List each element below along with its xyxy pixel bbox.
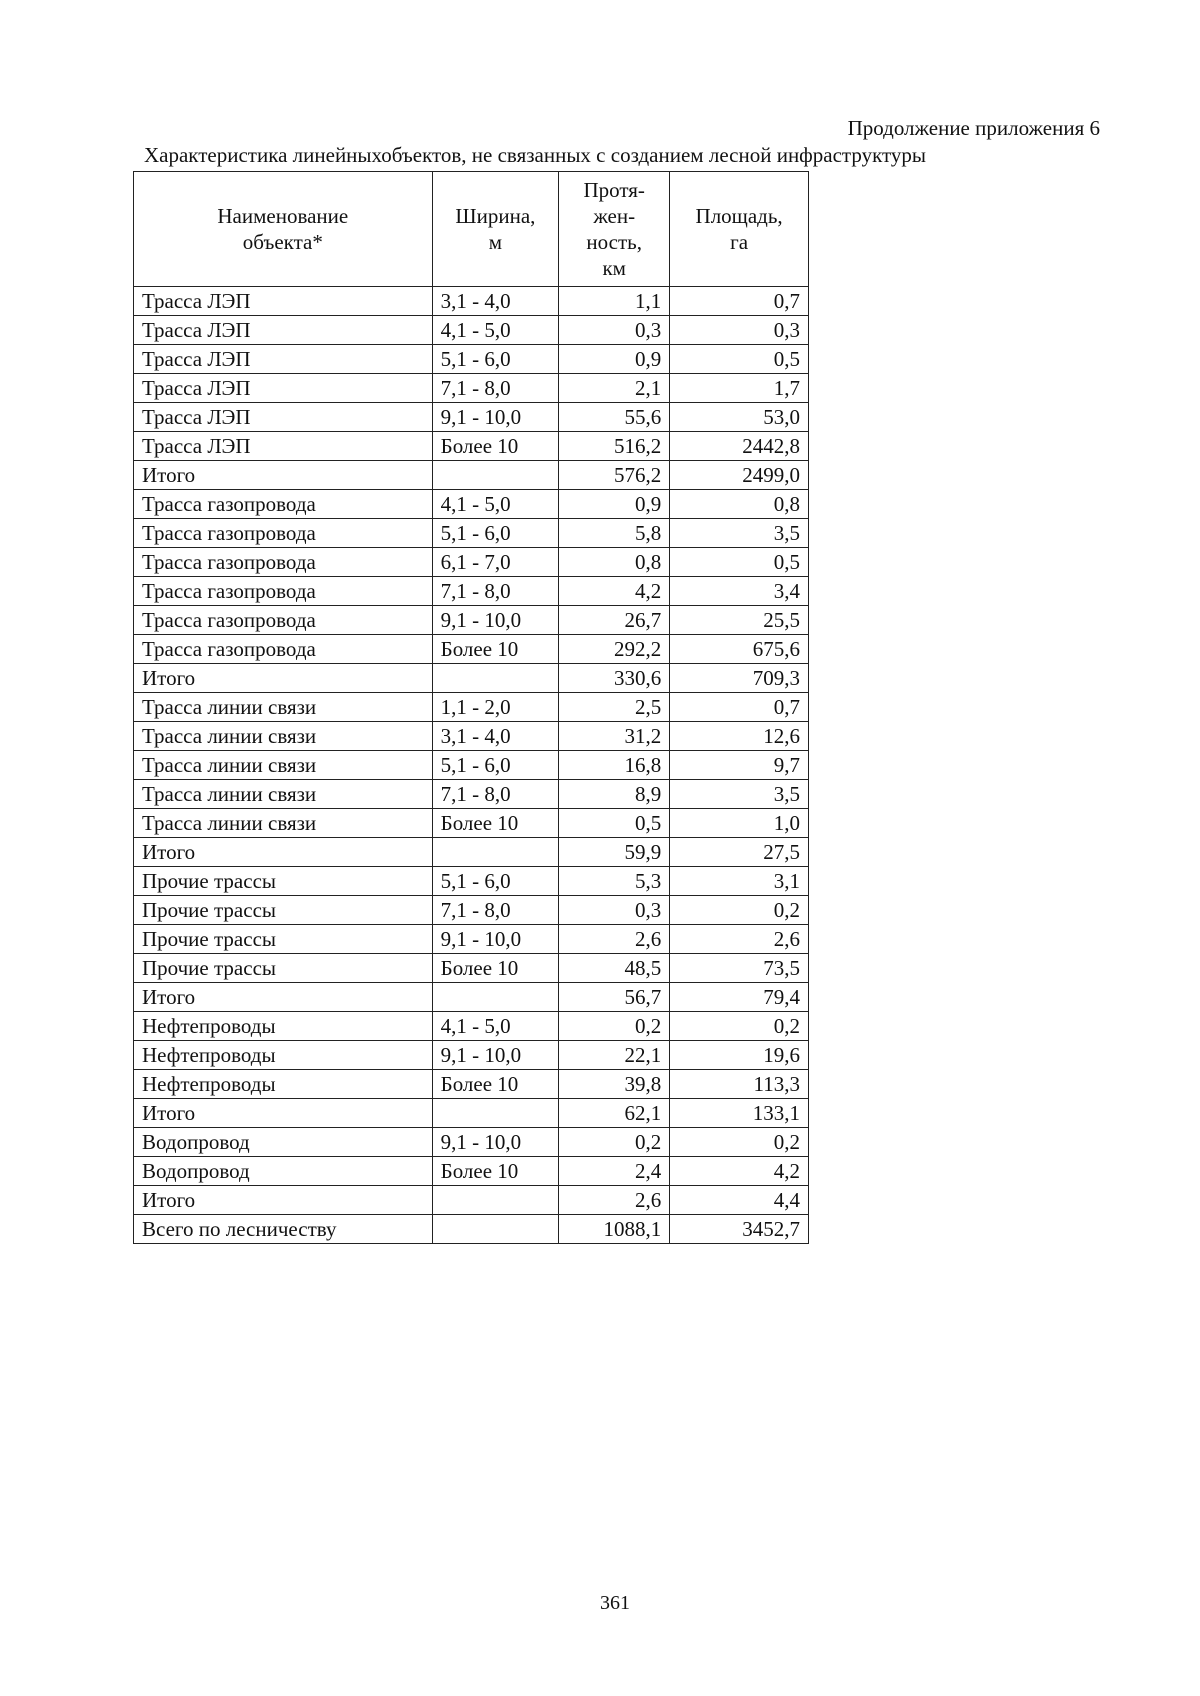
cell-area: 73,5 [670,954,809,983]
cell-width: 7,1 - 8,0 [432,577,559,606]
cell-name: Трасса ЛЭП [134,374,433,403]
table-row [134,1128,809,1157]
table-row [134,1012,809,1041]
cell-area: 709,3 [670,664,809,693]
cell-name: Трасса ЛЭП [134,403,433,432]
cell-area: 19,6 [670,1041,809,1070]
cell-width [432,664,559,693]
cell-name: Трасса газопровода [134,635,433,664]
table-row [134,577,809,606]
cell-length: 22,1 [559,1041,670,1070]
cell-area: 9,7 [670,751,809,780]
cell-area: 53,0 [670,403,809,432]
cell-name: Трасса газопровода [134,577,433,606]
table-row [134,345,809,374]
cell-name: Итого [134,1186,433,1215]
cell-length: 0,3 [559,896,670,925]
cell-name: Трасса ЛЭП [134,316,433,345]
cell-width: Более 10 [432,809,559,838]
cell-width: Более 10 [432,1157,559,1186]
table-row [134,751,809,780]
cell-area: 3,4 [670,577,809,606]
table-caption: Характеристика линейныхобъектов, не связанных с созданием лесной инфраструктуры [144,143,927,167]
table-row [134,809,809,838]
cell-area: 25,5 [670,606,809,635]
cell-name: Итого [134,664,433,693]
cell-width: 6,1 - 7,0 [432,548,559,577]
cell-width: 3,1 - 4,0 [432,287,559,316]
cell-area: 79,4 [670,983,809,1012]
cell-length: 2,1 [559,374,670,403]
table-row [134,867,809,896]
cell-length: 1088,1 [559,1215,670,1244]
cell-name: Трасса линии связи [134,693,433,722]
cell-width [432,461,559,490]
cell-area: 113,3 [670,1070,809,1099]
cell-name: Трасса газопровода [134,606,433,635]
table-row [134,519,809,548]
cell-area: 675,6 [670,635,809,664]
cell-length: 576,2 [559,461,670,490]
cell-length: 0,2 [559,1012,670,1041]
cell-name: Итого [134,983,433,1012]
cell-width: 4,1 - 5,0 [432,490,559,519]
column-header-length: Протя- жен- ность, км [559,172,670,287]
table-body [134,287,809,1244]
table-row [134,316,809,345]
table-row [134,1041,809,1070]
linear-objects-table [133,171,809,1244]
cell-area: 3,5 [670,519,809,548]
cell-area: 1,7 [670,374,809,403]
cell-name: Водопровод [134,1128,433,1157]
column-header-area: Площадь, га [670,172,809,287]
table-row [134,461,809,490]
cell-length: 516,2 [559,432,670,461]
cell-length: 4,2 [559,577,670,606]
cell-area: 0,2 [670,896,809,925]
cell-length: 16,8 [559,751,670,780]
cell-name: Прочие трассы [134,954,433,983]
table-row [134,780,809,809]
cell-width: 5,1 - 6,0 [432,345,559,374]
cell-name: Трасса ЛЭП [134,345,433,374]
table-row [134,548,809,577]
cell-name: Трасса линии связи [134,780,433,809]
table-row [134,983,809,1012]
cell-length: 2,5 [559,693,670,722]
cell-length: 56,7 [559,983,670,1012]
cell-width: 5,1 - 6,0 [432,519,559,548]
cell-length: 5,3 [559,867,670,896]
table-row [134,1070,809,1099]
table-header-row [134,172,809,287]
cell-length: 1,1 [559,287,670,316]
table-row [134,838,809,867]
cell-area: 4,4 [670,1186,809,1215]
cell-width: 9,1 - 10,0 [432,925,559,954]
cell-name: Прочие трассы [134,867,433,896]
cell-area: 27,5 [670,838,809,867]
cell-width: Более 10 [432,432,559,461]
cell-name: Всего по лесничеству [134,1215,433,1244]
table-row [134,287,809,316]
cell-length: 2,4 [559,1157,670,1186]
cell-length: 2,6 [559,925,670,954]
table-row [134,374,809,403]
cell-area: 0,7 [670,693,809,722]
cell-width [432,1186,559,1215]
cell-name: Итого [134,461,433,490]
table-row [134,1099,809,1128]
cell-length: 0,5 [559,809,670,838]
table-row [134,664,809,693]
table-row [134,1215,809,1244]
table-row [134,925,809,954]
cell-area: 0,5 [670,548,809,577]
cell-area: 3,5 [670,780,809,809]
column-header-name: Наименование объекта* [134,172,433,287]
cell-name: Итого [134,838,433,867]
table-row [134,490,809,519]
cell-length: 55,6 [559,403,670,432]
page-number: 361 [600,1592,630,1614]
table-row [134,1157,809,1186]
cell-width [432,838,559,867]
cell-width: 9,1 - 10,0 [432,403,559,432]
table-row [134,896,809,925]
cell-width: 1,1 - 2,0 [432,693,559,722]
cell-width: 7,1 - 8,0 [432,896,559,925]
cell-length: 0,3 [559,316,670,345]
cell-name: Трасса ЛЭП [134,432,433,461]
cell-area: 0,7 [670,287,809,316]
cell-name: Трасса газопровода [134,490,433,519]
cell-width: 3,1 - 4,0 [432,722,559,751]
cell-length: 0,9 [559,345,670,374]
cell-name: Трасса газопровода [134,548,433,577]
table-row [134,954,809,983]
cell-area: 133,1 [670,1099,809,1128]
cell-width: 5,1 - 6,0 [432,751,559,780]
cell-length: 8,9 [559,780,670,809]
cell-length: 48,5 [559,954,670,983]
cell-width [432,1099,559,1128]
cell-length: 62,1 [559,1099,670,1128]
table-row [134,432,809,461]
cell-area: 0,8 [670,490,809,519]
column-header-width: Ширина, м [432,172,559,287]
cell-length: 0,2 [559,1128,670,1157]
cell-area: 0,3 [670,316,809,345]
cell-name: Нефтепроводы [134,1041,433,1070]
cell-area: 0,5 [670,345,809,374]
cell-length: 26,7 [559,606,670,635]
cell-length: 330,6 [559,664,670,693]
cell-length: 0,9 [559,490,670,519]
cell-area: 3,1 [670,867,809,896]
appendix-continuation-label: Продолжение приложения 6 [847,116,1100,140]
cell-area: 0,2 [670,1128,809,1157]
table-row [134,403,809,432]
cell-name: Трасса газопровода [134,519,433,548]
cell-area: 2499,0 [670,461,809,490]
cell-name: Водопровод [134,1157,433,1186]
cell-width: Более 10 [432,954,559,983]
cell-area: 4,2 [670,1157,809,1186]
cell-width: 9,1 - 10,0 [432,606,559,635]
table-row [134,693,809,722]
cell-name: Прочие трассы [134,925,433,954]
table-row [134,635,809,664]
cell-length: 59,9 [559,838,670,867]
cell-area: 1,0 [670,809,809,838]
cell-width: 7,1 - 8,0 [432,374,559,403]
cell-length: 31,2 [559,722,670,751]
cell-width [432,983,559,1012]
cell-width [432,1215,559,1244]
cell-width: Более 10 [432,635,559,664]
cell-width: 5,1 - 6,0 [432,867,559,896]
cell-length: 0,8 [559,548,670,577]
cell-area: 12,6 [670,722,809,751]
cell-length: 292,2 [559,635,670,664]
cell-width: Более 10 [432,1070,559,1099]
cell-length: 39,8 [559,1070,670,1099]
cell-area: 0,2 [670,1012,809,1041]
cell-area: 2442,8 [670,432,809,461]
cell-area: 2,6 [670,925,809,954]
cell-name: Трасса линии связи [134,809,433,838]
table-row [134,722,809,751]
cell-length: 5,8 [559,519,670,548]
cell-name: Прочие трассы [134,896,433,925]
cell-name: Нефтепроводы [134,1070,433,1099]
table-row [134,1186,809,1215]
cell-name: Нефтепроводы [134,1012,433,1041]
cell-width: 4,1 - 5,0 [432,1012,559,1041]
cell-width: 7,1 - 8,0 [432,780,559,809]
cell-name: Итого [134,1099,433,1128]
cell-name: Трасса ЛЭП [134,287,433,316]
cell-width: 4,1 - 5,0 [432,316,559,345]
cell-length: 2,6 [559,1186,670,1215]
cell-area: 3452,7 [670,1215,809,1244]
cell-name: Трасса линии связи [134,751,433,780]
cell-name: Трасса линии связи [134,722,433,751]
cell-width: 9,1 - 10,0 [432,1128,559,1157]
cell-width: 9,1 - 10,0 [432,1041,559,1070]
table-row [134,606,809,635]
